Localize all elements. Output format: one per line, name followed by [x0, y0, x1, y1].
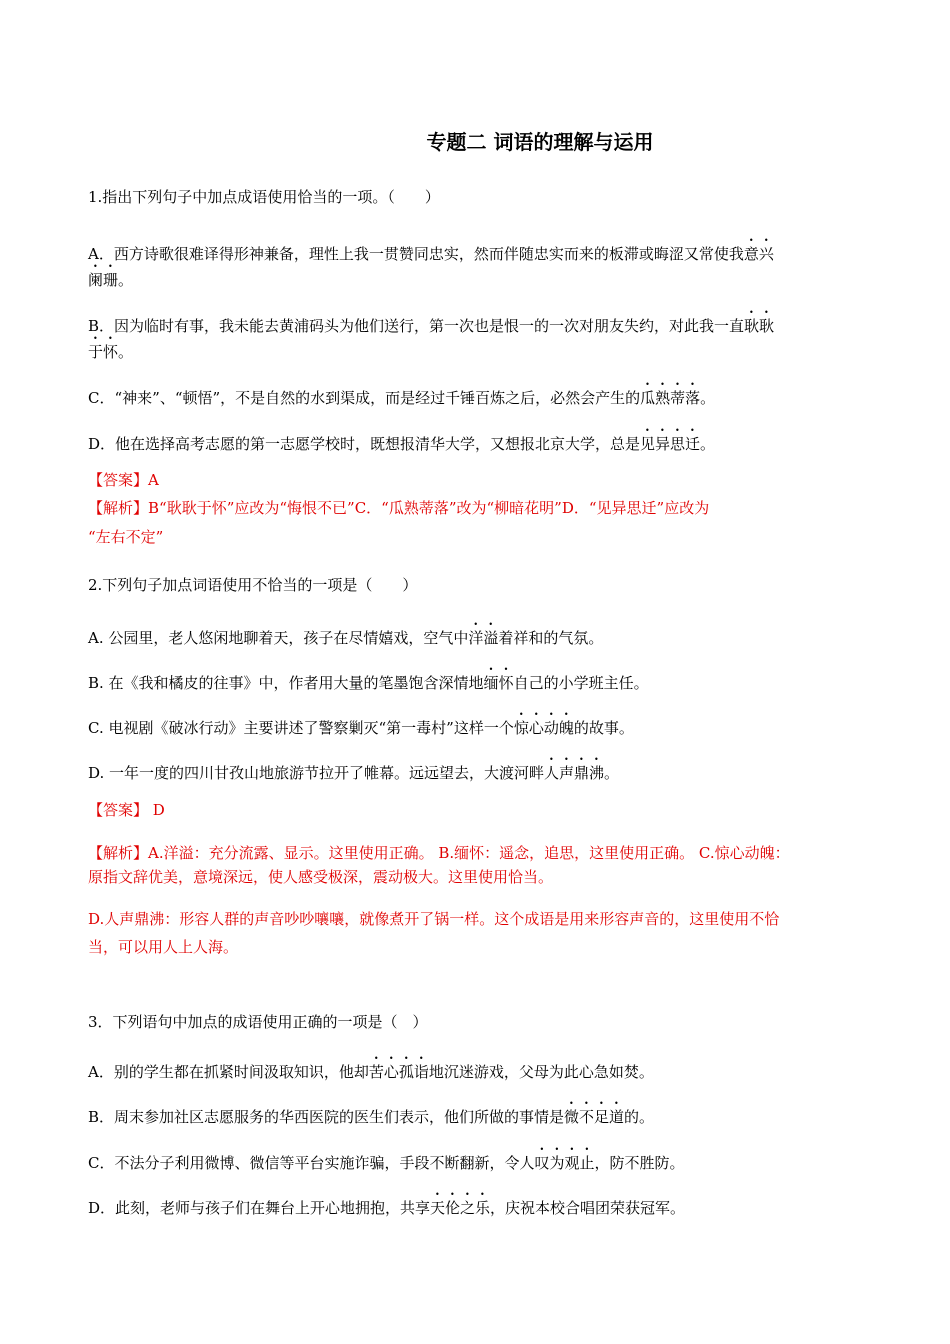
q1-a-dotted-2: 阑珊 [88, 271, 119, 289]
q3-option-c: C．不法分子利用微博、微信等平台实施诈骗，手段不断翻新，令人叹为观止，防不胜防。 [88, 1154, 685, 1172]
q1-answer: 【答案】A [88, 471, 159, 489]
q1-stem: 1.指出下列句子中加点成语使用恰当的一项。（ ） [88, 188, 440, 206]
q3-d-dotted: 天伦之乐 [430, 1199, 491, 1217]
q2-stem: 2.下列句子加点词语使用不恰当的一项是（ ） [88, 576, 418, 594]
q2-answer: 【答案】 D [88, 801, 165, 819]
q2-option-a: A. 公园里，老人悠闲地聊着天，孩子在尽情嬉戏，空气中洋溢着祥和的气氛。 [88, 629, 604, 647]
q1-c-dotted: 瓜熟蒂落 [640, 389, 701, 407]
q1-option-a-line1: A．西方诗歌很难译得形神兼备，理性上我一贯赞同忠实，然而伴随忠实而来的板滞或晦涩又常使我意兴 [88, 245, 774, 263]
q2-d-dotted: 人声鼎沸 [544, 764, 605, 782]
q1-a-dotted-1: 意兴 [743, 245, 774, 263]
q2-option-b: B. 在《我和橘皮的往事》中，作者用大量的笔墨饱含深情地缅怀自己的小学班主任。 [88, 674, 649, 692]
q1-d-dotted: 见异思迁 [640, 435, 701, 453]
q3-b-dotted: 微不足道 [564, 1108, 625, 1126]
q2-c-dotted: 惊心动魄 [513, 719, 574, 737]
q3-stem: 3．下列语句中加点的成语使用正确的一项是（ ） [88, 1013, 428, 1031]
q1-option-a-line2: 阑珊。 [88, 271, 134, 289]
q1-option-c: C．“神来”、“顿悟”，不是自然的水到渠成，而是经过千锤百炼之后，必然会产生的瓜熟蒂落。 [88, 389, 716, 407]
q1-option-d: D．他在选择高考志愿的第一志愿学校时，既想报清华大学，又想报北京大学，总是见异思迁。 [88, 435, 716, 453]
q1-b-dotted-2: 于怀 [88, 343, 119, 361]
q2-analysis-line3: D.人声鼎沸：形容人群的声音吵吵嚷嚷，就像煮开了锅一样。这个成语是用来形容声音的，这里使用不恰 [88, 910, 780, 928]
q2-option-d: D. 一年一度的四川甘孜山地旅游节拉开了帷幕。远远望去，大渡河畔人声鼎沸。 [88, 764, 620, 782]
q2-b-dotted: 缅怀 [483, 674, 514, 692]
q3-option-d: D．此刻，老师与孩子们在舞台上开心地拥抱，共享天伦之乐，庆祝本校合唱团荣获冠军。 [88, 1199, 686, 1217]
q2-analysis-line4: 当，可以用人上人海。 [88, 938, 239, 956]
q1-b-dotted-1: 耿耿 [744, 317, 775, 335]
q2-a-dotted: 洋溢 [468, 629, 499, 647]
q1-analysis-line1: 【解析】B“耿耿于怀”应改为“悔恨不已”C．“瓜熟蒂落”改为“柳暗花明”D．“见异思迁”应改为 [88, 499, 710, 517]
q3-option-a: A．别的学生都在抓紧时间汲取知识，他却苦心孤诣地沉迷游戏，父母为此心急如焚。 [88, 1063, 654, 1081]
q1-option-b-line1: B．因为临时有事，我未能去黄浦码头为他们送行，第一次也是恨一的一次对朋友失约，对此我一直耿耿 [88, 317, 775, 335]
q1-option-b-line2: 于怀。 [88, 343, 134, 361]
q3-a-dotted: 苦心孤诣 [368, 1063, 429, 1081]
q2-option-c: C. 电视剧《破冰行动》主要讲述了警察剿灭“第一毒村”这样一个惊心动魄的故事。 [88, 719, 634, 737]
page-title: 专题二 词语的理解与运用 [426, 130, 654, 154]
q2-analysis-line2: 原指文辞优美，意境深远，使人感受极深，震动极大。这里使用恰当。 [88, 868, 554, 886]
q3-c-dotted: 叹为观止 [534, 1154, 595, 1172]
q2-analysis-line1: 【解析】A.洋溢：充分流露、显示。这里使用正确。 B.缅怀：遥念，追思，这里使用正确。 C.惊心动魄： [88, 844, 790, 862]
q1-analysis-line2: “左右不定” [88, 528, 164, 546]
q3-option-b: B．周末参加社区志愿服务的华西医院的医生们表示，他们所做的事情是微不足道的。 [88, 1108, 655, 1126]
